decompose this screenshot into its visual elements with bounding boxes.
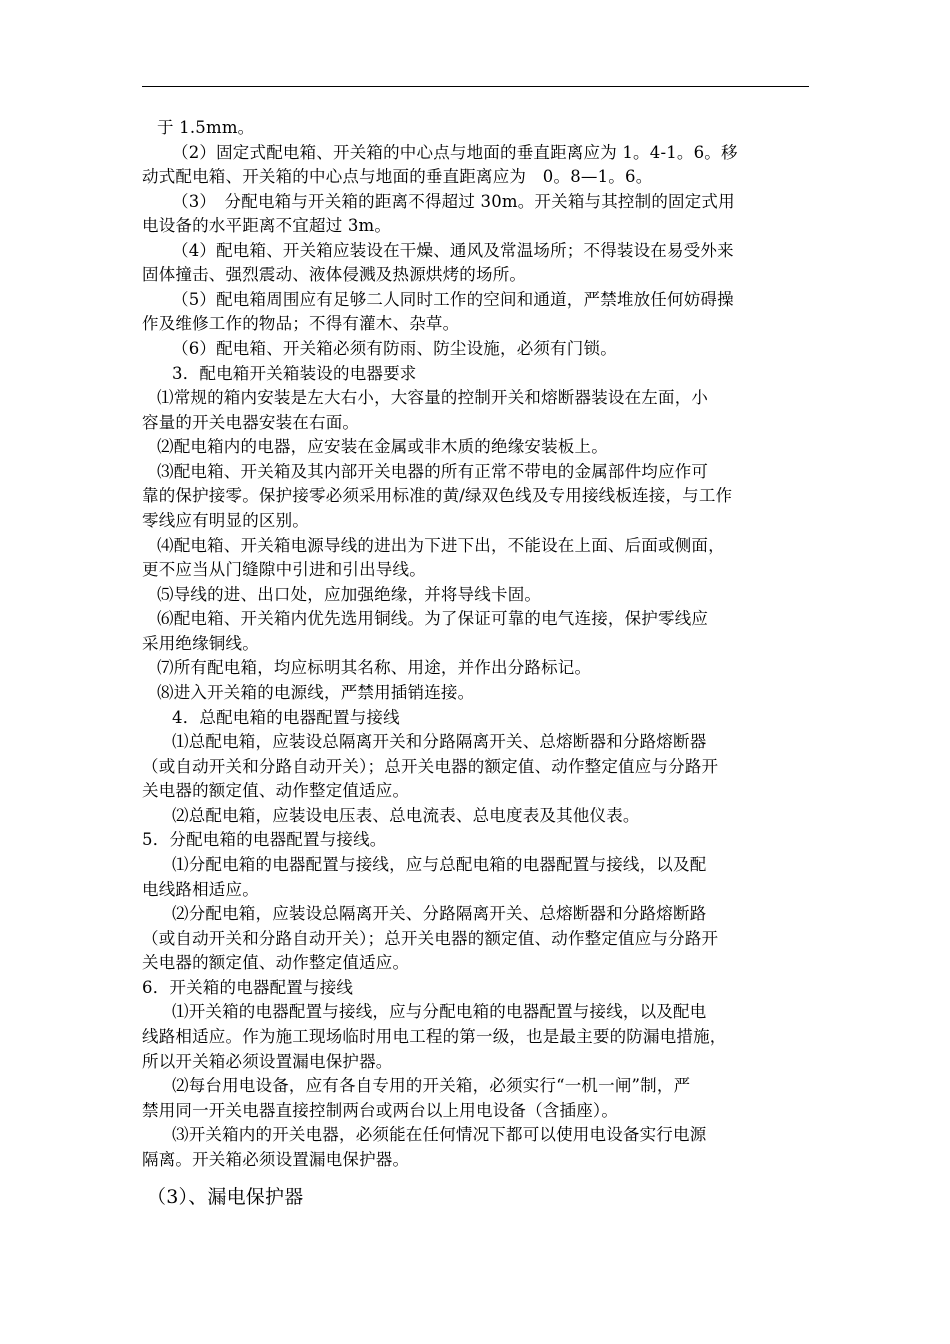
text-line: ⑶配电箱、开关箱及其内部开关电器的所有正常不带电的金属部件均应作可 [157, 462, 709, 481]
text-line: 6．开关箱的电器配置与接线 [142, 978, 354, 997]
text-line: （或自动开关和分路自动开关）；总开关电器的额定值、动作整定值应与分路开 [142, 757, 719, 776]
text-line: 动式配电箱、开关箱的中心点与地面的垂直距离应为 0。8—1。6。 [142, 167, 653, 186]
text-line: ⑵分配电箱，应装设总隔离开关、分路隔离开关、总熔断器和分路熔断路 [172, 904, 707, 923]
text-line: ⑵配电箱内的电器，应安装在金属或非木质的绝缘安装板上。 [157, 437, 608, 456]
text-line: ⑵总配电箱，应装设电压表、总电流表、总电度表及其他仪表。 [172, 806, 640, 825]
text-line: 关电器的额定值、动作整定值适应。 [142, 953, 410, 972]
text-line: 关电器的额定值、动作整定值适应。 [142, 781, 410, 800]
text-line: 禁用同一开关电器直接控制两台或两台以上用电设备（含插座）。 [142, 1101, 619, 1120]
text-line: ⑵每台用电设备，应有各自专用的开关箱，必须实行“一机一闸”制，严 [172, 1076, 691, 1095]
section-heading: （3）、漏电保护器 [147, 1186, 304, 1208]
text-line: ⑸导线的进、出口处，应加强绝缘，并将导线卡固。 [157, 585, 542, 604]
header-rule [142, 86, 809, 87]
text-line: ⑻进入开关箱的电源线，严禁用插销连接。 [157, 683, 475, 702]
text-line: 3．配电箱开关箱装设的电器要求 [172, 364, 417, 383]
text-line: 采用绝缘铜线。 [142, 634, 259, 653]
text-line: 于 1.5mm。 [157, 118, 255, 137]
text-line: ⑴开关箱的电器配置与接线，应与分配电箱的电器配置与接线，以及配电 [172, 1002, 707, 1021]
text-line: （6）配电箱、开关箱必须有防雨、防尘设施，必须有门锁。 [172, 339, 617, 358]
text-line: 隔离。开关箱必须设置漏电保护器。 [142, 1150, 410, 1169]
text-line: ⑴总配电箱，应装设总隔离开关和分路隔离开关、总熔断器和分路熔断器 [172, 732, 707, 751]
text-line: 更不应当从门缝隙中引进和引出导线。 [142, 560, 426, 579]
text-line: （4）配电箱、开关箱应装设在干燥、通风及常温场所；不得装设在易受外来 [172, 241, 734, 260]
text-line: 固体撞击、强烈震动、液体侵溅及热源烘烤的场所。 [142, 265, 527, 284]
text-line: 容量的开关电器安装在右面。 [142, 413, 360, 432]
text-line: ⑷配电箱、开关箱电源导线的进出为下进下出，不能设在上面、后面或侧面， [157, 536, 725, 555]
text-line: 所以开关箱必须设置漏电保护器。 [142, 1052, 393, 1071]
text-line: 5．分配电箱的电器配置与接线。 [142, 830, 387, 849]
text-line: ⑹配电箱、开关箱内优先选用铜线。为了保证可靠的电气连接，保护零线应 [157, 609, 709, 628]
text-line: 电线路相适应。 [142, 880, 259, 899]
text-line: 4．总配电箱的电器配置与接线 [172, 708, 400, 727]
text-line: 电设备的水平距离不宜超过 3m。 [142, 216, 392, 235]
text-line: 零线应有明显的区别。 [142, 511, 309, 530]
text-line: ⑴分配电箱的电器配置与接线，应与总配电箱的电器配置与接线，以及配 [172, 855, 707, 874]
text-line: （3） 分配电箱与开关箱的距离不得超过 30m。开关箱与其控制的固定式用 [172, 192, 735, 211]
text-line: （5）配电箱周围应有足够二人同时工作的空间和通道，严禁堆放任何妨碍操 [172, 290, 734, 309]
text-line: （或自动开关和分路自动开关）；总开关电器的额定值、动作整定值应与分路开 [142, 929, 719, 948]
text-line: （2）固定式配电箱、开关箱的中心点与地面的垂直距离应为 1。4-1。6。移 [172, 143, 738, 162]
text-line: ⑺所有配电箱，均应标明其名称、用途，并作出分路标记。 [157, 658, 592, 677]
text-line: 线路相适应。作为施工现场临时用电工程的第一级，也是最主要的防漏电措施， [142, 1027, 727, 1046]
text-line: ⑴常规的箱内安装是左大右小，大容量的控制开关和熔断器装设在左面，小 [157, 388, 709, 407]
text-line: ⑶开关箱内的开关电器，必须能在任何情况下都可以使用电设备实行电源 [172, 1125, 707, 1144]
text-line: 作及维修工作的物品；不得有灌木、杂草。 [142, 314, 460, 333]
text-line: 靠的保护接零。保护接零必须采用标准的黄/绿双色线及专用接线板连接，与工作 [142, 486, 733, 505]
